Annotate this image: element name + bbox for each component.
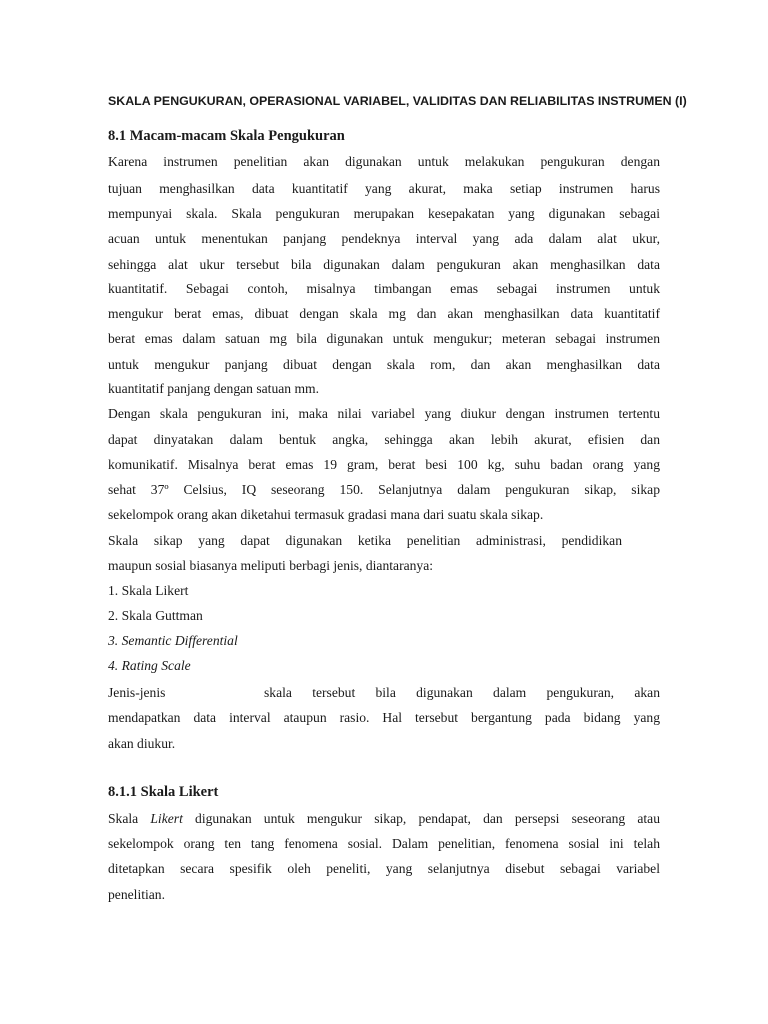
paragraph-line: tujuan menghasilkan data kuantitatif yang akurat, maka setiap instrumen harus [108,181,660,196]
list-text: Rating Scale [121,658,191,673]
section-heading-8-1-1: 8.1.1 Skala Likert [108,784,219,800]
paragraph-line: mempunyai skala. Skala pengukuran merupakan kesepakatan yang digunakan sebagai [108,206,660,221]
list-text: Semantic Differential [121,633,238,648]
text-run: digunakan untuk mengukur sikap, pendapat, dan persepsi seseorang atau [182,811,660,826]
emphasis-likert: Likert [150,811,183,826]
paragraph-line: akan diukur. [108,736,176,751]
paragraph-first-word: Jenis-jenis [108,685,166,700]
paragraph-line: mendapatkan data interval ataupun rasio. Hal tersebut bergantung pada bidang yang [108,710,660,725]
paragraph-line: sehingga alat ukur tersebut bila digunakan dalam pengukuran akan menghasilkan data [108,257,660,272]
paragraph-line [108,810,660,828]
text-run: Skala [108,811,151,826]
paragraph-line: dapat dinyatakan dalam bentuk angka, sehingga akan lebih akurat, efisien dan [108,432,660,447]
paragraph-line: kuantitatif. Sebagai contoh, misalnya timbangan emas sebagai instrumen untuk [108,281,660,296]
paragraph-line: mengukur berat emas, dibuat dengan skala mg dan akan menghasilkan data kuantitatif [108,306,660,321]
list-text: Skala Guttman [121,608,203,623]
document-title: SKALA PENGUKURAN, OPERASIONAL VARIABEL, VALIDITAS DAN RELIABILITAS INSTRUMEN (I) [108,94,687,108]
list-text: Skala Likert [121,583,189,598]
list-number: 2. [108,608,119,623]
paragraph-line: Skala sikap yang dapat digunakan ketika penelitian administrasi, pendidikan [108,533,622,548]
paragraph-line: ditetapkan secara spesifik oleh peneliti, yang selanjutnya disebut sebagai variabel [108,861,660,876]
paragraph-line: sekelompok orang ten tang fenomena sosial. Dalam penelitian, fenomena sosial ini telah [108,836,660,851]
paragraph-line: maupun sosial biasanya meliputi berbagi jenis, diantaranya: [108,558,434,573]
list-item [108,607,203,625]
list-item [108,632,238,650]
paragraph-line: sekelompok orang akan diketahui termasuk gradasi mana dari suatu skala sikap. [108,507,544,522]
paragraph-line: Dengan skala pengukuran ini, maka nilai variabel yang diukur dengan instrumen tertentu [108,406,660,421]
paragraph-line: penelitian. [108,887,165,902]
paragraph-line: berat emas dalam satuan mg bila digunakan untuk mengukur; meteran sebagai instrumen [108,331,660,346]
paragraph-line: sehat 37º Celsius, IQ seseorang 150. Selanjutnya dalam pengukuran sikap, sikap [108,482,660,497]
paragraph-line-rest: skala tersebut bila digunakan dalam pengukuran, akan [264,685,660,700]
paragraph-line: Karena instrumen penelitian akan digunakan untuk melakukan pengukuran dengan [108,154,660,169]
paragraph-line: acuan untuk menentukan panjang pendeknya interval yang ada dalam alat ukur, [108,231,660,246]
list-number: 3. [108,633,119,648]
list-item [108,657,191,675]
section-heading-8-1: 8.1 Macam-macam Skala Pengukuran [108,128,345,144]
paragraph-line [108,684,660,702]
list-number: 4. [108,658,119,673]
paragraph-line: kuantitatif panjang dengan satuan mm. [108,381,320,396]
list-number: 1. [108,583,119,598]
paragraph-line: komunikatif. Misalnya berat emas 19 gram, berat besi 100 kg, suhu badan orang yang [108,457,660,472]
list-item [108,582,188,600]
paragraph-line: untuk mengukur panjang dibuat dengan skala rom, dan akan menghasilkan data [108,357,660,372]
